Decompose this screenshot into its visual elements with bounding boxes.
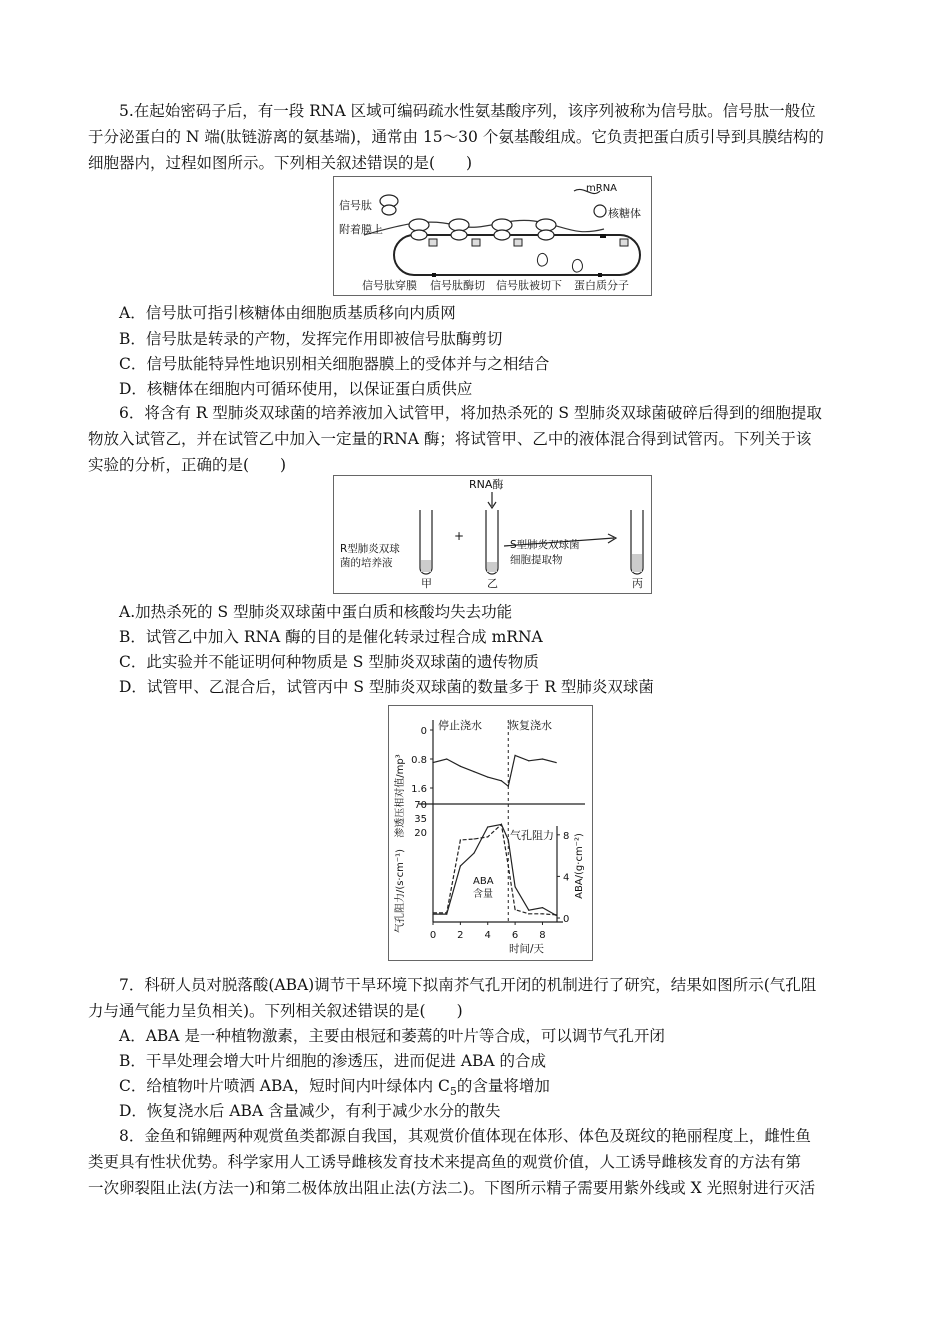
receptor-1 — [429, 239, 437, 246]
label-rnase: RNA酶 — [469, 478, 504, 491]
q5-option-c: C．信号肽能特异性地识别相关细胞器膜上的受体并与之相结合 — [119, 355, 550, 373]
series-resistance-point — [432, 914, 433, 915]
tick-label-x: 2 — [457, 930, 464, 941]
series-osmotic-point — [515, 755, 516, 756]
series-aba-point — [556, 914, 557, 915]
series-aba-point — [446, 912, 447, 913]
q7-option-c-subscript: 5 — [449, 1085, 457, 1098]
tick-label-x: 8 — [539, 930, 546, 941]
q8-stem-line-2: 类更具有性状优势。科学家用人工诱导雌核发育技术来提高鱼的观赏价值，人工诱导雌核发育的方法有第 — [88, 1153, 802, 1171]
series-resistance-point — [460, 865, 461, 866]
ribosome-attached-1 — [409, 219, 429, 240]
receptor-3 — [514, 239, 522, 246]
series-osmotic-point — [446, 758, 447, 759]
receptor-4 — [620, 239, 628, 246]
tube-yi — [486, 510, 498, 574]
q6-stem-line-1: 6．将含有 R 型肺炎双球菌的培养液加入试管甲，将加热杀死的 S 型肺炎双球菌破碎后得到的细胞提取 — [119, 404, 822, 422]
annotation-aba-2: 含量 — [473, 889, 493, 900]
q8-stem-line-1: 8．金鱼和锦鲤两种观赏鱼类都源自我国，其观赏价值体现在体形、体色及斑纹的艳丽程度上，雌性鱼 — [119, 1127, 811, 1145]
x-axis-title: 时间/天 — [509, 943, 545, 955]
q8-stem-line-3: 一次卵裂阻止法(方法一)和第二极体放出阻止法(方法二)。下图所示精子需要用紫外线或 X 光照射进行灭活 — [88, 1179, 816, 1197]
label-tube-bing: 丙 — [632, 577, 643, 590]
annotation-resistance: 气孔阻力 — [510, 829, 554, 842]
series-aba-point — [460, 839, 461, 840]
series-osmotic-point — [501, 780, 502, 781]
label-step-4: 蛋白质分子 — [574, 279, 629, 292]
region-stop-watering: 停止浇水 — [438, 719, 482, 732]
label-step-2: 信号肽酶切 — [430, 279, 485, 292]
y-label-resistance: 气孔阻力/(s·cm⁻¹) — [395, 848, 406, 934]
series-osmotic-point — [508, 786, 509, 787]
series-resistance-point — [515, 886, 516, 887]
y-label-aba: ABA/(g·cm⁻²) — [574, 833, 585, 899]
q7-option-c-prefix: C．给植物叶片喷洒 ABA，短时间内叶绿体内 C — [119, 1077, 450, 1095]
series-resistance-point — [508, 839, 509, 840]
mrna-strand — [364, 220, 604, 235]
series-osmotic-point — [556, 762, 557, 763]
free-ribosome-right — [594, 205, 606, 217]
tick-label-osmotic: 1.6 — [411, 784, 427, 795]
q6-option-a: A.加热杀死的 S 型肺炎双球菌中蛋白质和核酸均失去功能 — [119, 603, 513, 621]
label-r-line-2: 菌的培养液 — [340, 557, 393, 569]
series-osmotic-point — [473, 771, 474, 772]
q7-option-c-suffix: 的含量将增加 — [456, 1077, 550, 1095]
test-tube-diagram — [334, 476, 651, 593]
q7-stem-line-2: 力与通气能力呈负相关)。下列相关叙述错误的是( ) — [88, 1002, 463, 1020]
label-s-line-2: 细胞提取物 — [510, 554, 563, 566]
q7-option-a: A．ABA 是一种植物激素，主要由根冠和萎蔫的叶片等合成，可以调节气孔开闭 — [119, 1027, 665, 1045]
tick-label-osmotic: 0.8 — [411, 755, 427, 766]
q5-option-b: B．信号肽是转录的产物，发挥完作用即被信号肽酶剪切 — [119, 330, 503, 348]
region-resume-watering: 恢复浇水 — [508, 719, 552, 732]
q6-option-b: B．试管乙中加入 RNA 酶的目的是催化转录过程合成 mRNA — [119, 628, 543, 646]
series-aba-point — [515, 909, 516, 910]
series-osmotic-point — [432, 762, 433, 763]
folded-protein-1 — [537, 253, 547, 266]
label-attached-membrane: 附着膜上 — [339, 223, 383, 236]
tick-label-osmotic: 0 — [420, 726, 427, 737]
q7-option-d: D．恢复浇水后 ABA 含量减少，有利于减少水分的散失 — [119, 1102, 501, 1120]
label-plus: + — [454, 529, 465, 543]
tick-label-x: 4 — [484, 930, 491, 941]
series-aba-point — [508, 865, 509, 866]
label-mrna: mRNA — [586, 183, 618, 194]
q5-stem-line-2: 于分泌蛋白的 N 端(肽链游离的氨基端)，通常由 15～30 个氨基酸组成。它负责把蛋白质引导到具膜结构的 — [88, 128, 824, 146]
series-aba-point — [473, 838, 474, 839]
series-osmotic-point — [542, 758, 543, 759]
tick-label-resistance: 35 — [414, 814, 427, 825]
series-osmotic-point — [460, 766, 461, 767]
annotation-aba-1: ABA — [473, 876, 494, 887]
signal-peptide-diagram — [334, 177, 651, 295]
label-step-3: 信号肽被切下 — [496, 279, 562, 292]
series-resistance-point — [542, 907, 543, 908]
tick-label-resistance: 70 — [414, 800, 427, 811]
tick-label-aba: 4 — [563, 872, 570, 884]
receptor-2 — [472, 239, 480, 246]
label-tube-jia: 甲 — [421, 577, 432, 590]
q7-stem-line-1: 7．科研人员对脱落酸(ABA)调节干旱环境下拟南芥气孔开闭的机制进行了研究，结果如图所示(气孔阻 — [119, 976, 817, 994]
series-aba-point — [487, 836, 488, 837]
q7-option-b: B．干旱处理会增大叶片细胞的渗透压，进而促进 ABA 的合成 — [119, 1052, 547, 1070]
q5-option-d: D．核糖体在细胞内可循环使用，以保证蛋白质供应 — [119, 380, 473, 398]
q6-option-d: D．试管甲、乙混合后，试管丙中 S 型肺炎双球菌的数量多于 R 型肺炎双球菌 — [119, 678, 654, 696]
series-aba-point — [432, 912, 433, 913]
q5-figure — [333, 176, 652, 296]
label-step-1: 信号肽穿膜 — [362, 279, 417, 292]
series-resistance-point — [528, 910, 529, 911]
series-resistance-point — [473, 852, 474, 853]
series-resistance-point — [487, 826, 488, 827]
q5-stem-line-1: 5.在起始密码子后，有一段 RNA 区域可编码疏水性氨基酸序列，该序列被称为信号肽。信号肽一般位 — [119, 102, 816, 120]
tick-label-resistance: 20 — [414, 828, 427, 839]
label-signal-peptide: 信号肽 — [339, 199, 372, 212]
aba-chart — [389, 706, 592, 960]
series-aba-point — [501, 824, 502, 825]
label-ribosome: 核糖体 — [608, 207, 641, 220]
y-label-osmotic: 渗透压相对值/mp³ — [395, 754, 406, 838]
series-osmotic-point — [487, 777, 488, 778]
q7-figure — [388, 705, 593, 961]
tube-bing — [631, 510, 643, 574]
tick-label-aba: 0 — [563, 914, 570, 925]
series-aba-point — [542, 913, 543, 914]
q6-stem-line-2: 物放入试管乙，并在试管乙中加入一定量的RNA 酶；将试管甲、乙中的液体混合得到试管丙。下列关于该 — [88, 430, 812, 448]
tick-label-x: 0 — [429, 930, 437, 941]
tube-jia — [420, 510, 432, 574]
series-aba-point — [528, 913, 529, 914]
q5-option-a: A．信号肽可指引核糖体由细胞质基质移向内质网 — [119, 304, 456, 322]
series-osmotic-point — [528, 760, 529, 761]
q6-figure — [333, 475, 652, 594]
label-s-line-1: S型肺炎双球菌 — [510, 539, 580, 551]
q5-stem-line-3: 细胞器内，过程如图所示。下列相关叙述错误的是( ) — [88, 154, 473, 172]
series-resistance-point — [446, 914, 447, 915]
label-tube-yi: 乙 — [487, 577, 498, 590]
ribosome-attached-2 — [449, 219, 469, 240]
tick-label-aba: 8 — [563, 830, 570, 842]
ribosome-attached-3 — [492, 219, 512, 240]
folded-protein-2 — [572, 259, 582, 272]
q6-option-c: C．此实验并不能证明何种物质是 S 型肺炎双球菌的遗传物质 — [119, 653, 539, 671]
series-osmotic — [433, 755, 556, 786]
tick-label-x: 6 — [511, 930, 519, 941]
label-r-line-1: R型肺炎双球 — [340, 543, 400, 555]
q6-stem-line-3: 实验的分析，正确的是( ) — [88, 456, 287, 474]
ribosome-attached-4 — [536, 219, 556, 240]
